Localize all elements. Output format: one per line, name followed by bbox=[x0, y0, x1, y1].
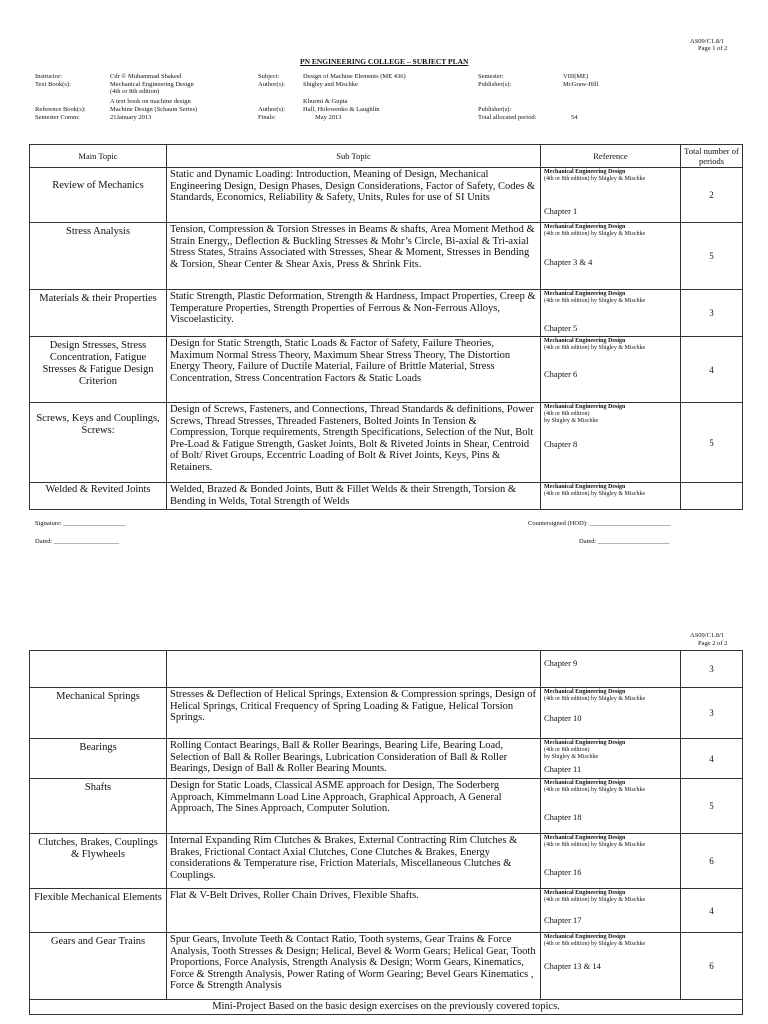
reference bbox=[541, 739, 681, 779]
sub-topic: Design of Screws, Fasteners, and Connections, Thread Standards & definitions, Power Screws, Thread Stresses, Threaded Fasteners, Bolted Joints In Tension & Compression, Torque requirements, Strength Specifications, Selection of the Nut, Bolt Pre-Load & Fatigue Strength, Gasket Joints, Bolt & Riveted Joints in Shear, Centroid of Bolt/ Rivet Groups, Eccentric Loading of Bolt & Rivet Joints, Keys, Pins & Retainers. bbox=[167, 403, 541, 483]
ref-book: Mechanical Engineering Design bbox=[544, 224, 626, 230]
ref-chapter: Chapter 1 bbox=[544, 206, 578, 216]
main-topic: Shafts bbox=[30, 779, 167, 834]
ref-book: Mechanical Engineering Design bbox=[544, 484, 626, 490]
reference bbox=[541, 933, 681, 1000]
table-row bbox=[30, 834, 743, 889]
refbooks-label: Reference Book(s): bbox=[35, 106, 86, 113]
ref-edition: (4th or 8th edition) by Shigley & Mischke bbox=[544, 841, 646, 848]
ref-book: Mechanical Engineering Design bbox=[544, 835, 626, 841]
sub-topic: Design for Static Loads, Classical ASME approach for Design, The Soderberg Approach, Kimmelmann Load Line Approach, Graphical Approach, A General Approach, The Sines Approach, Computer Solution. bbox=[167, 779, 541, 834]
main-topic: Stress Analysis bbox=[30, 223, 167, 290]
semester-comm-label: Semester Comm: bbox=[35, 114, 80, 121]
main-topic: Materials & their Properties bbox=[30, 290, 167, 337]
page-number: Page 1 of 2 bbox=[698, 45, 728, 52]
main-topic: Bearings bbox=[30, 739, 167, 779]
table-row bbox=[30, 168, 743, 223]
ref-by: by Shigley & Mischke bbox=[544, 753, 599, 760]
ref-book: Mechanical Engineering Design bbox=[544, 291, 626, 297]
main-topic: Flexible Mechanical Elements bbox=[30, 889, 167, 933]
ref-edition: (4th or 8th edition) by Shigley & Mischke bbox=[544, 344, 646, 351]
sub-topic: Welded, Brazed & Bonded Joints, Butt & Fillet Welds & their Strength, Torsion & Bending in Welds, Total Strength of Welds bbox=[167, 483, 541, 510]
finals-value: May 2013 bbox=[315, 114, 342, 121]
refbook-value: Machine Design (Schaum Series) bbox=[110, 106, 198, 113]
table-row bbox=[30, 739, 743, 779]
ref-book: Mechanical Engineering Design bbox=[544, 934, 626, 940]
ref-edition: (4th or 8th edition) by Shigley & Mischke bbox=[544, 695, 646, 702]
ref-chapter: Chapter 9 bbox=[544, 658, 578, 668]
col-header-periods: Total number of periods bbox=[681, 145, 743, 168]
periods bbox=[681, 483, 743, 510]
ref-edition: (4th or 8th edition) by Shigley & Mischke bbox=[544, 940, 646, 947]
periods: 5 bbox=[681, 403, 743, 483]
sub-topic: Flat & V-Belt Drives, Roller Chain Drives, Flexible Shafts. bbox=[167, 889, 541, 933]
ref-edition: (4th or 8th edition) by Shigley & Mischke bbox=[544, 175, 646, 182]
col-header-sub-topic: Sub Topic bbox=[167, 145, 541, 168]
ref-edition: (4th or 8th edition) by Shigley & Mischke bbox=[544, 230, 646, 237]
reference bbox=[541, 337, 681, 403]
finals-label: Finals: bbox=[258, 114, 276, 121]
textbook1-value: Mechanical Engineering Design bbox=[110, 81, 194, 88]
main-topic: Gears and Gear Trains bbox=[30, 933, 167, 1000]
textbook1-edition: (4th or 8th edition) bbox=[110, 88, 160, 95]
sub-topic: Spur Gears, Involute Teeth & Contact Ratio, Tooth systems, Gear Trains & Force Analysis, Tooth Stresses & Design; Helical, Bevel & Worm Gears; Helical Gear, Tooth Proportions, Force Analysis, Strength Analysis & Design; Worm Gears, Kinematics, Force & Strength Analysis, Power Rating of Worm Gearing; Bevel Gears Kinematics , Force & Strength Analysis bbox=[167, 933, 541, 1000]
table-row bbox=[30, 483, 743, 510]
table-header-row bbox=[30, 145, 743, 168]
table-row bbox=[30, 337, 743, 403]
periods: 4 bbox=[681, 739, 743, 779]
reference bbox=[541, 223, 681, 290]
reference bbox=[541, 483, 681, 510]
main-topic: Mechanical Springs bbox=[30, 688, 167, 739]
publisher2-label: Publisher(s): bbox=[478, 106, 512, 113]
doc-code-page2: AS09/C1.8/1 bbox=[690, 632, 725, 639]
subject-plan-table-page1 bbox=[29, 144, 743, 510]
total-periods-label: Total allocated period: bbox=[478, 114, 537, 121]
instructor-value: Cdr © Muhammad Shakeel bbox=[110, 73, 182, 80]
sub-topic: Stresses & Deflection of Helical Springs, Extension & Compression springs, Design of Helical Springs, Critical Frequency of Spring Loading & Fatigue, Helical Torsion Springs. bbox=[167, 688, 541, 739]
ref-book: Mechanical Engineering Design bbox=[544, 740, 626, 746]
authors2-value: Khurmi & Gupta bbox=[303, 98, 348, 105]
subject-value: Design of Machine Elements (ME 436) bbox=[303, 73, 406, 80]
subject-plan-table-page2 bbox=[29, 650, 743, 1015]
instructor-label: Instructor: bbox=[35, 73, 63, 80]
reference bbox=[541, 403, 681, 483]
table-row bbox=[30, 688, 743, 739]
ref-by: by Shigley & Mischke bbox=[544, 417, 599, 424]
signature-line: Signature: ___________________ bbox=[35, 520, 126, 527]
col-header-reference: Reference bbox=[541, 145, 681, 168]
sub-topic: Static and Dynamic Loading: Introduction, Meaning of Design, Mechanical Engineering Design, Design Phases, Design Considerations, Factor of Safety, Codes & Standards, Economics, Reliability & Safety, Units, Rules for use of SI Units bbox=[167, 168, 541, 223]
reference bbox=[541, 779, 681, 834]
ref-chapter: Chapter 3 & 4 bbox=[544, 257, 593, 267]
ref-book: Mechanical Engineering Design bbox=[544, 780, 626, 786]
reference bbox=[541, 834, 681, 889]
sub-topic: Static Strength, Plastic Deformation, Strength & Hardness, Impact Properties, Creep & Temperature Properties, Strength Properties of Ferrous & Non-Ferrous Alloys, Viscoelasticity. bbox=[167, 290, 541, 337]
main-topic: Clutches, Brakes, Couplings & Flywheels bbox=[30, 834, 167, 889]
periods: 6 bbox=[681, 933, 743, 1000]
main-topic: Review of Mechanics bbox=[30, 168, 167, 223]
ref-chapter: Chapter 13 & 14 bbox=[544, 961, 601, 971]
reference bbox=[541, 168, 681, 223]
subject-label: Subject: bbox=[258, 73, 280, 80]
mini-project: Mini-Project Based on the basic design exercises on the previously covered topics. bbox=[30, 1000, 743, 1015]
ref-chapter: Chapter 5 bbox=[544, 323, 578, 333]
ref-chapter: Chapter 18 bbox=[544, 812, 582, 822]
periods: 4 bbox=[681, 889, 743, 933]
dated-left: Dated: ____________________ bbox=[35, 538, 119, 545]
authors-label: Author(s): bbox=[258, 81, 286, 88]
ref-chapter: Chapter 8 bbox=[544, 439, 578, 449]
ref-edition: (4th or 8th edition) by Shigley & Mischke bbox=[544, 297, 646, 304]
authors3-value: Hall, Holowenko & Laughlin bbox=[303, 106, 380, 113]
ref-book: Mechanical Engineering Design bbox=[544, 169, 626, 175]
semester-value: VIII(ME) bbox=[563, 73, 589, 80]
sub-topic: Rolling Contact Bearings, Ball & Roller Bearings, Bearing Life, Bearing Load, Selection of Ball & Roller Bearings, Lubrication Consideration of Ball & Roller Bearings, Design of Ball & Roller Bearing Mounts. bbox=[167, 739, 541, 779]
page-number-page2: Page 2 of 2 bbox=[698, 640, 728, 647]
periods: 2 bbox=[681, 168, 743, 223]
table-row bbox=[30, 290, 743, 337]
header-block bbox=[35, 73, 735, 128]
publisher-value: McGraw-Hill bbox=[563, 81, 599, 88]
sub-topic: Tension, Compression & Torsion Stresses in Beams & shafts, Area Moment Method & Strain Energy,, Deflection & Buckling Stresses & Mohr’s Circle, Bi-axial & Tri-axial Stress States, Strains Associated with Stresses, Shear & Moment, Stresses in Bending & Torsion, Shear Center & Shear Axis, Press & Shrink Fits. bbox=[167, 223, 541, 290]
ref-edition: (4th or 8th edition) bbox=[544, 410, 590, 417]
periods: 4 bbox=[681, 337, 743, 403]
periods: 3 bbox=[681, 290, 743, 337]
ref-book: Mechanical Engineering Design bbox=[544, 338, 626, 344]
main-topic bbox=[30, 651, 167, 688]
reference bbox=[541, 688, 681, 739]
sub-topic bbox=[167, 651, 541, 688]
ref-edition: (4th or 8th edition) bbox=[544, 746, 590, 753]
ref-chapter: Chapter 6 bbox=[544, 369, 578, 379]
publisher-label: Publisher(s): bbox=[478, 81, 512, 88]
ref-book: Mechanical Engineering Design bbox=[544, 890, 626, 896]
authors3-label: Author(s): bbox=[258, 106, 286, 113]
ref-chapter: Chapter 11 bbox=[544, 764, 582, 774]
reference bbox=[541, 290, 681, 337]
ref-book: Mechanical Engineering Design bbox=[544, 689, 626, 695]
table-row bbox=[30, 889, 743, 933]
ref-chapter: Chapter 16 bbox=[544, 867, 582, 877]
col-header-main-topic: Main Topic bbox=[30, 145, 167, 168]
periods: 6 bbox=[681, 834, 743, 889]
periods: 3 bbox=[681, 688, 743, 739]
semester-label: Semester: bbox=[478, 73, 504, 80]
reference bbox=[541, 889, 681, 933]
doc-code: AS09/C1.8/1 bbox=[690, 38, 725, 45]
ref-chapter: Chapter 17 bbox=[544, 915, 582, 925]
sub-topic: Design for Static Strength, Static Loads & Factor of Safety, Failure Theories, Maximum Normal Stress Theory, Maximum Shear Stress Theory, The Distortion Energy Theory, Failure of Ductile Material, Failure of Brittle Material, Stress Concentration, Stress Concentration Factors & Static Loads bbox=[167, 337, 541, 403]
ref-edition: (4th or 8th edition) by Shigley & Mischke bbox=[544, 786, 646, 793]
table-row bbox=[30, 933, 743, 1000]
page-title: PN ENGINEERING COLLEGE – SUBJECT PLAN bbox=[300, 57, 469, 66]
textbook2-value: A text book on machine design bbox=[110, 98, 191, 105]
periods: 3 bbox=[681, 651, 743, 688]
textbooks-label: Text Book(s): bbox=[35, 81, 71, 88]
dated-right: Dated: ______________________ bbox=[579, 538, 670, 545]
ref-edition: (4th or 8th edition) by Shigley & Mischke bbox=[544, 896, 646, 903]
mini-project-row bbox=[30, 1000, 743, 1015]
table-row bbox=[30, 403, 743, 483]
countersigned-line: Countersigned (HOD): _________________________ bbox=[528, 520, 671, 527]
table-row bbox=[30, 223, 743, 290]
table-row bbox=[30, 779, 743, 834]
ref-chapter: Chapter 10 bbox=[544, 713, 582, 723]
ref-edition: (4th or 8th edition) by Shigley & Mischke bbox=[544, 490, 646, 497]
sub-topic: Internal Expanding Rim Clutches & Brakes, External Contracting Rim Clutches & Brakes, Frictional Contact Axial Clutches, Cone Clutches & Brakes, Energy considerations & Temperature rise, Friction Materials, Miscellaneous Clutches & Couplings. bbox=[167, 834, 541, 889]
ref-book: Mechanical Engineering Design bbox=[544, 404, 626, 410]
table-row bbox=[30, 651, 743, 688]
reference bbox=[541, 651, 681, 688]
periods: 5 bbox=[681, 779, 743, 834]
periods: 5 bbox=[681, 223, 743, 290]
main-topic: Design Stresses, Stress Concentration, Fatigue Stresses & Fatigue Design Criterion bbox=[30, 337, 167, 403]
main-topic: Screws, Keys and Couplings, Screws: bbox=[30, 403, 167, 483]
main-topic: Welded & Revited Joints bbox=[30, 483, 167, 510]
total-periods-value: 54 bbox=[571, 114, 578, 121]
authors-value: Shigley and Mischke bbox=[303, 81, 358, 88]
semester-comm-value: 21January 2013 bbox=[110, 114, 152, 121]
